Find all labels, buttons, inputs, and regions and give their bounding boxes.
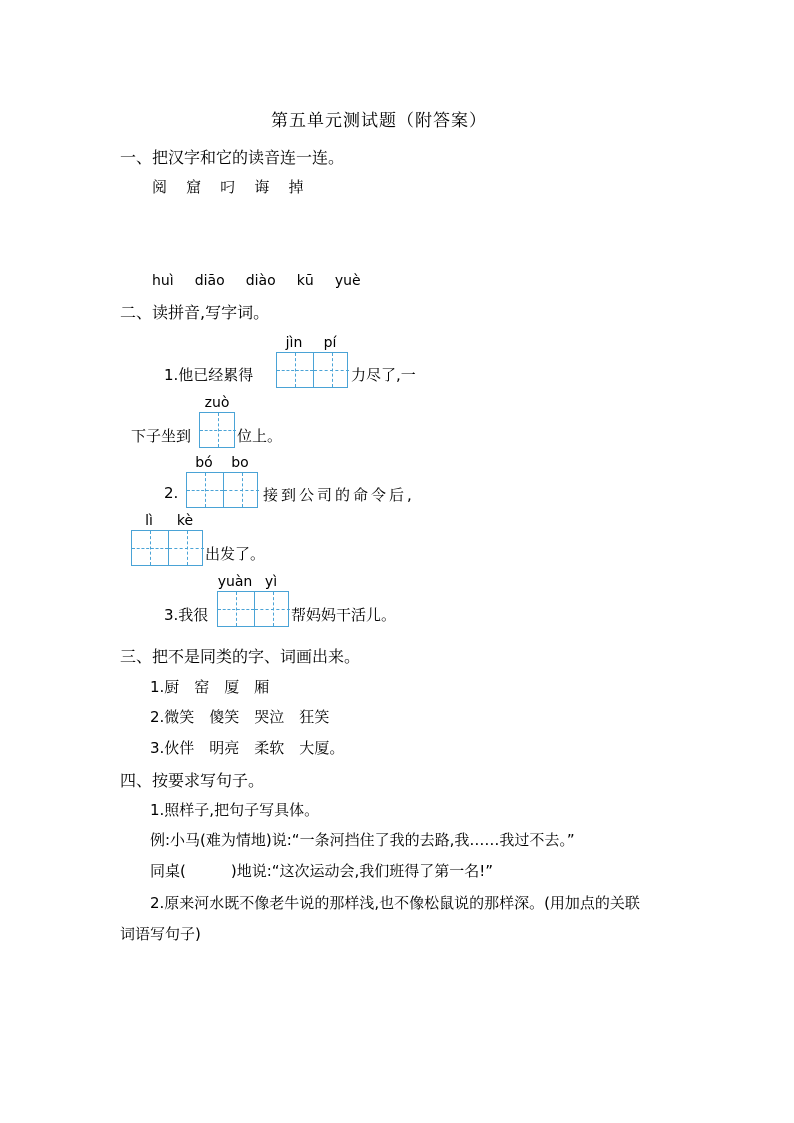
char-item: 掉	[288, 178, 304, 196]
writing-grid[interactable]	[131, 530, 203, 566]
example-sentence: 例:小马(难为情地)说:“一条河挡住了我的去路,我……我过不去。”	[150, 831, 575, 849]
pinyin-item: huì	[152, 273, 174, 289]
grid-cell[interactable]	[313, 353, 349, 387]
sentence-text: 3.我很	[164, 606, 209, 624]
page-title: 第五单元测试题（附答案）	[271, 111, 487, 131]
pinyin-label: yuàn	[217, 574, 253, 590]
writing-grid[interactable]	[186, 472, 258, 508]
section4-heading: 四、按要求写句子。	[120, 771, 265, 790]
grid-cell[interactable]	[254, 592, 290, 626]
writing-grid[interactable]	[199, 412, 235, 448]
grid-cell[interactable]	[218, 592, 254, 626]
section1-chars	[152, 176, 317, 197]
grid-cell[interactable]	[223, 473, 259, 507]
section3-heading: 三、把不是同类的字、词画出来。	[120, 647, 361, 666]
pinyin-item: yuè	[334, 273, 361, 289]
grid-cell[interactable]	[168, 531, 204, 565]
list-item: 1.厨 窑 厦 厢	[150, 678, 270, 696]
sentence-text: 2.	[164, 484, 179, 502]
sentence-text: 出发了。	[205, 545, 266, 563]
section1-heading: 一、把汉字和它的读音连一连。	[120, 148, 345, 167]
char-item: 诲	[254, 178, 270, 196]
question-text: 2.原来河水既不像老牛说的那样浅,也不像松鼠说的那样深。(用加点的关联	[150, 894, 640, 912]
pinyin-label: yì	[264, 574, 278, 590]
pinyin-label: lì	[145, 513, 153, 529]
sentence-text: 1.他已经累得	[164, 366, 254, 384]
list-item: 2.微笑 傻笑 哭泣 狂笑	[150, 708, 330, 726]
list-item: 3.伙伴 明亮 柔软 大厦。	[150, 739, 345, 757]
section2-heading: 二、读拼音,写字词。	[120, 303, 270, 322]
writing-grid[interactable]	[276, 352, 348, 388]
pinyin-label: bo	[231, 455, 249, 471]
grid-cell[interactable]	[132, 531, 168, 565]
pinyin-item: kū	[296, 273, 314, 289]
section1-pinyin	[152, 270, 377, 289]
pinyin-label: kè	[176, 513, 194, 529]
pinyin-label: bó	[195, 455, 213, 471]
grid-cell[interactable]	[200, 413, 236, 447]
writing-grid[interactable]	[217, 591, 289, 627]
grid-cell[interactable]	[277, 353, 313, 387]
question-text: 词语写句子)	[120, 925, 201, 943]
pinyin-label: jìn	[285, 335, 303, 351]
sentence-text: 力尽了,一	[351, 366, 416, 384]
grid-cell[interactable]	[187, 473, 223, 507]
sentence-text: 位上。	[237, 427, 283, 445]
pinyin-label: zuò	[204, 395, 230, 411]
sentence-text: 下子坐到	[131, 427, 192, 445]
question-text: 1.照样子,把句子写具体。	[150, 801, 320, 819]
char-item: 阅	[152, 178, 168, 196]
pinyin-label: pí	[323, 335, 337, 351]
pinyin-item: diāo	[194, 273, 225, 289]
sentence-text: 接到公司的命令后,	[263, 486, 415, 504]
char-item: 叼	[220, 178, 236, 196]
sentence-text: 帮妈妈干活儿。	[291, 606, 397, 624]
char-item: 窟	[186, 178, 202, 196]
pinyin-item: diào	[245, 273, 276, 289]
fill-sentence: 同桌( )地说:“这次运动会,我们班得了第一名!”	[150, 862, 494, 880]
